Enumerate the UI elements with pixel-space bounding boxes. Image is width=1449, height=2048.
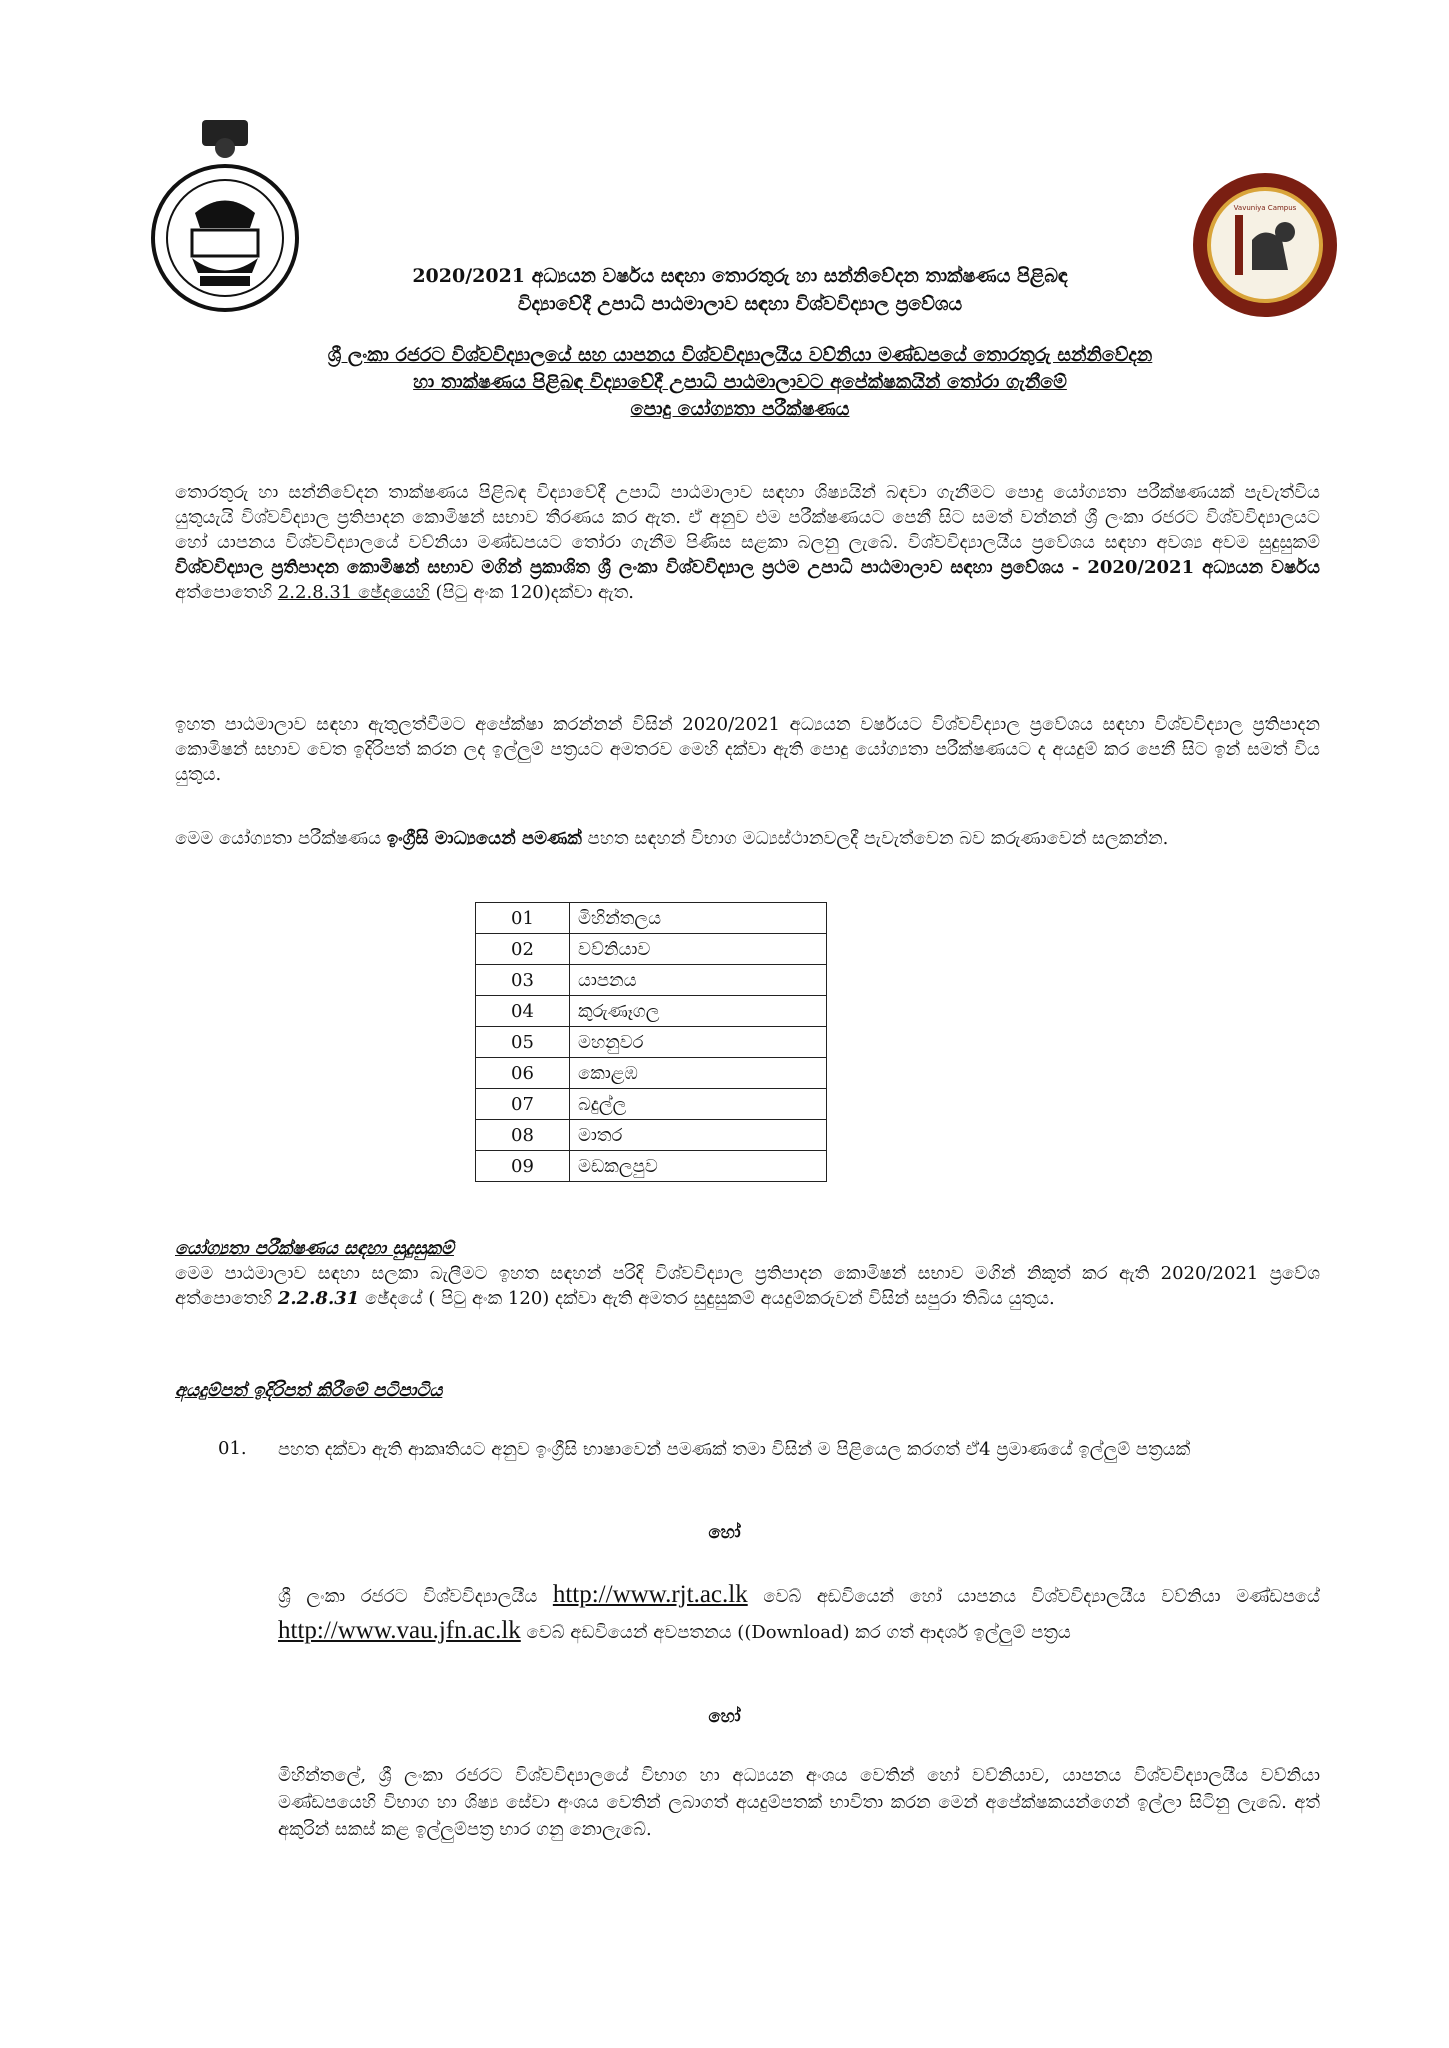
table-row: [476, 1027, 827, 1058]
subtitle-line-3: පොදු යෝග්‍යතා පරීක්ෂණය: [630, 398, 850, 420]
centre-name: යාපනය: [570, 965, 827, 996]
title-line-2: විද්‍යාවේදී උපාධි පාඨමාලාව සඳහා විශ්වවිද්‍යාල ප්‍රවේශය: [517, 293, 963, 315]
centre-number: 05: [476, 1027, 570, 1058]
or-separator-1: හෝ: [708, 1522, 741, 1543]
logo-text: Vavuniya Campus: [1233, 204, 1297, 212]
table-row: [476, 934, 827, 965]
handwritten-not-accepted: අත් අකුරින් සකස් කළ ඉල්ලුම්පත්‍ර භාර ගනු නොලැබේ.: [278, 1792, 1320, 1840]
intro-paragraph: තොරතුරු හා සන්නිවේදන තාක්ෂණය පිළිබඳ විද්‍යාවේදී උපාධි පාඨමාලාව සඳහා ශිෂ්‍යයින් බඳවා ගැනීමට පොදු යෝග්‍යතා පරීක්ෂණයක් පැවැත්විය යුතුයැයි විශ්වවිද්‍යාල ප්‍රතිපාදන කොමිෂන් සභාව තීරණය කර ඇත. ඒ අනුව එම පරීක්ෂණයට පෙනී සිට සමත් වන්නන් ශ්‍රී ලංකා රජරට විශ්වවිද්‍යාලයට හෝ යාපනය විශ්වවිද්‍යාලයේ වව්නියා මණ්ඩපයට තෝරා ගැනීම පිණිස සළකා බලනු ලැබේ. විශ්වවිද්‍යාලයීය ප්‍රවේශය සඳහා අවශ්‍ය අවම සුදුසුකම් විශ්වවිද්‍යාල ප්‍රතිපාදන කොමිෂන් සභාව මගින් ප්‍රකාශිත ශ්‍රී ලංකා විශ්වවිද්‍යාල ප්‍රථම උපාධි පාඨමාලාව සඳහා ප්‍රවේශය - 2020/2021 අධ්‍යයන වර්ෂය අත්පොතෙහි 2.2.8.31 ඡේදයෙහි (පිටු අංක 120)දක්වා ඇත.: [175, 482, 1320, 603]
table-row: [476, 1058, 827, 1089]
or-separator-2: හෝ: [708, 1706, 741, 1727]
table-row: [476, 903, 827, 934]
centre-name: වව්නියාව: [570, 934, 827, 965]
list-item-number: 01.: [218, 1438, 247, 1459]
section-subtitle: [200, 342, 1280, 423]
download-text: ශ්‍රී ලංකා රජරට විශ්වවිද්‍යාලයීය http://www.rjt.ac.lk වෙබ් අඩවියෙන් හෝ යාපනය විශ්වවිද්‍යාලයීය වව්නියා මණ්ඩපයේ http://www.vau.jfn.ac.lk වෙබ් අඩවියෙන් අවපතනය ((Download) කර ගත් ආදර්ශ ඉල්ලුම් පත්‍රය: [278, 1581, 1320, 1644]
centre-name: මිහින්තලය: [570, 903, 827, 934]
centre-name: කුරුණෑගල: [570, 996, 827, 1027]
table-row: [476, 1089, 827, 1120]
centre-name: මඩකලපුව: [570, 1151, 827, 1182]
handbook-title: විශ්වවිද්‍යාල ප්‍රතිපාදන කොමිෂන් සභාව මගින් ප්‍රකාශිත ශ්‍රී ලංකා විශ්වවිද්‍යාල ප්‍රථම උපාධි පාඨමාලාව සඳහා ප්‍රවේශය - 2020/2021 අධ්‍යයන වර්ෂය: [175, 557, 1320, 578]
qualifications-heading: යෝග්‍යතා පරීක්ෂණය සඳහා සුදුසුකම්: [175, 1238, 454, 1259]
centre-name: බදුල්ල: [570, 1089, 827, 1120]
centre-number: 02: [476, 934, 570, 965]
procedure-section: [175, 1378, 1320, 1403]
centre-number: 06: [476, 1058, 570, 1089]
centre-number: 04: [476, 996, 570, 1027]
table-row: [476, 965, 827, 996]
centre-number: 01: [476, 903, 570, 934]
admission-paragraph: ඉහත පාඨමාලාව සඳහා ඇතුලත්වීමට අපේක්ෂා කරන්නන් විසින් 2020/2021 අධ්‍යයන වර්ෂයට විශ්වවිද්‍යාල ප්‍රවේශය සඳහා විශ්වවිද්‍යාල ප්‍රතිපාදන කොමිෂන් සභාව වෙත ඉදිරිපත් කරන ලද ඉල්ලුම් පත්‍රයට අමතරව මෙහි දක්වා ඇති පොදු යෝග්‍යතා පරීක්ෂණයට ද අයදුම් කර පෙනී සිට ඉන් සමත් විය යුතුය.: [175, 714, 1320, 785]
vavuniya-campus-logo: [1190, 170, 1340, 320]
subtitle-line-1: ශ්‍රී ලංකා රජරට විශ්වවිද්‍යාලයේ සහ යාපනය විශ්වවිද්‍යාලයීය වව්නියා මණ්ඩපයේ තොරතුරු සන්නිවේදන: [327, 344, 1153, 366]
procedure-heading: අයදුම්පත් ඉදිරිපත් කිරීමේ පටිපාටිය: [175, 1380, 443, 1401]
vau-website-link[interactable]: http://www.vau.jfn.ac.lk: [278, 1617, 521, 1644]
section-reference: 2.2.8.31 ඡේදයෙහි: [277, 582, 430, 603]
table-row: [476, 996, 827, 1027]
subtitle-line-2: හා තාක්ෂණය පිළිබඳ විද්‍යාවේදී උපාධි පාඨමාලාවට අපේක්ෂකයින් තෝරා ගැනීමේ: [413, 371, 1067, 393]
centre-number: 08: [476, 1120, 570, 1151]
table-row: [476, 1151, 827, 1182]
centre-number: 09: [476, 1151, 570, 1182]
centre-number: 03: [476, 965, 570, 996]
medium-paragraph: මෙම යෝග්‍යතා පරීක්ෂණය ඉංග්‍රීසි මාධ්‍යයෙන් පමණක් පහත සඳහන් විභාග මධ්‍යස්ථානවලදී පැවැත්වෙන බව කරුණාවෙන් සලකන්න.: [175, 828, 1169, 849]
office-application-text: මිහින්තලේ, ශ්‍රී ලංකා රජරට විශ්වවිද්‍යාලයේ විභාග හා අධ්‍යයන අංශය වෙතින් හෝ වව්නියාව, යාපනය විශ්වවිද්‍යාලයීය වව්නියා මණ්ඩපයෙහි විභාග හා ශිෂ්‍ය සේවා අංශය වෙතින් ලබාගත් අයදුම්පතක් භාවිතා කරන මෙන් අපේක්ෂකයන්ගෙන් ඉල්ලා සිටිනු ලැබේ. අත් අකුරින් සකස් කළ ඉල්ලුම්පත්‍ර භාර ගනු නොලැබේ.: [278, 1765, 1320, 1840]
table-row: [476, 1120, 827, 1151]
rjt-website-link[interactable]: http://www.rjt.ac.lk: [552, 1581, 748, 1608]
qualifications-text: මෙම පාඨමාලාව සඳහා සලකා බැලීමට ඉහත සඳහන් පරිදි විශ්වවිද්‍යාල ප්‍රතිපාදන කොමිෂන් සභාව මගින් නිකුත් කර ඇති 2020/2021 ප්‍රවේශ අත්පොතෙහි 2.2.8.31 ඡේදයේ ( පිටු අංක 120) දක්වා ඇති අමතර සුදුසුකම් අයදුම්කරුවන් විසින් සපුරා තිබිය යුතුය.: [175, 1263, 1320, 1309]
qualifications-reference: 2.2.8.31: [277, 1288, 360, 1309]
centre-name: මහනුවර: [570, 1027, 827, 1058]
rajarata-university-logo: [140, 118, 320, 318]
page-title: [300, 262, 1180, 318]
centre-number: 07: [476, 1089, 570, 1120]
title-line-1: 2020/2021 අධ්‍යයන වර්ෂය සඳහා තොරතුරු හා සන්නිවේදන තාක්ෂණය පිළිබඳ: [412, 265, 1068, 287]
exam-centres-table: [475, 902, 827, 1182]
qualifications-section: [175, 1236, 1320, 1311]
list-item-text: පහත දක්වා ඇති ආකෘතියට අනුව ඉංග්‍රීසි භාෂාවෙන් පමණක් තමා විසින් ම පිළියෙල කරගත් ඒ4 ප්‍රමාණයේ ඉල්ලුම් පත්‍රයක්: [278, 1439, 1191, 1460]
centre-name: කොළඹ: [570, 1058, 827, 1089]
english-medium-only: ඉංග්‍රීසි මාධ්‍යයෙන් පමණක්: [386, 828, 582, 849]
centre-name: මාතර: [570, 1120, 827, 1151]
